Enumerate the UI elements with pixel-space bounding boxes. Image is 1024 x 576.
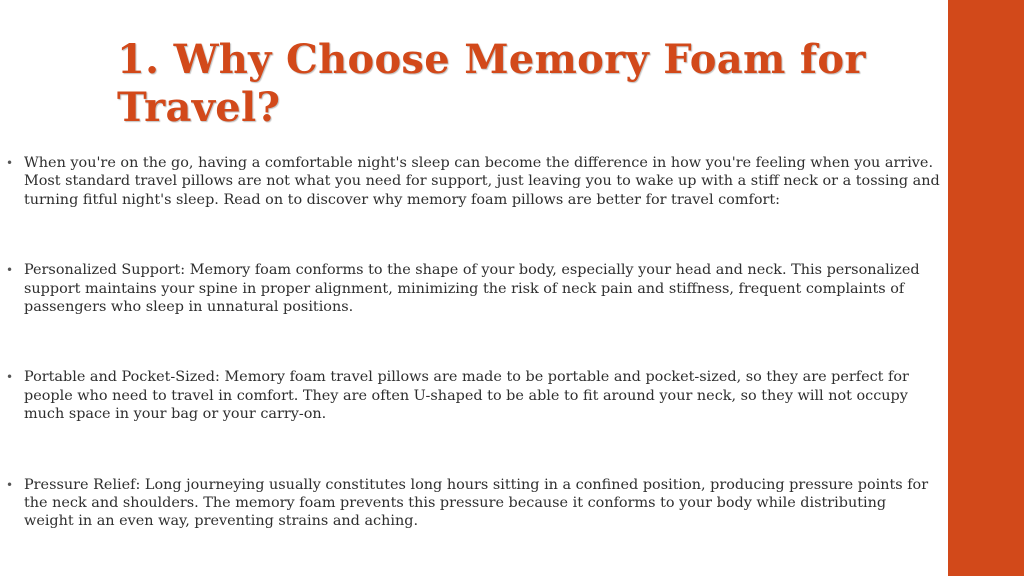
bullet-text: Personalized Support: Memory foam conforms to the shape of your body, especially your head and neck. This personalized support maintains your spine in proper alignment, minimizing the risk of neck pain and stiffness, frequent complaints of passengers who sleep in unnatural positions. — [24, 262, 920, 316]
bullet-item-pressure-relief — [6, 476, 940, 531]
bullet-dot-icon: • — [6, 263, 14, 278]
bullet-text: Pressure Relief: Long journeying usually constitutes long hours sitting in a confined position, producing pressure points for the neck and shoulders. The memory foam prevents this pressure because it conforms to your body while distributing weight in an even way, preventing strains and aching. — [24, 476, 929, 530]
bullet-list — [6, 154, 940, 531]
bullet-text: Portable and Pocket-Sized: Memory foam travel pillows are made to be portable and pocket-sized, so they are perfect for people who need to travel in comfort. They are often U-shaped to be able to fit around your neck, so they will not occupy much space in your bag or your carry-on. — [24, 369, 909, 423]
bullet-item-portable — [6, 368, 940, 423]
bullet-text: When you're on the go, having a comfortable night's sleep can become the difference in how you're feeling when you arrive. Most standard travel pillows are not what you need for support, just leaving you to wake up with a stiff neck or a tossing and turning fitful night's sleep. Read on to discover why memory foam pillows are better for travel comfort: — [24, 155, 940, 208]
bullet-dot-icon: • — [6, 156, 14, 170]
bullet-dot-icon: • — [6, 370, 14, 385]
accent-side-bar — [948, 0, 1024, 576]
slide-title: 1. Why Choose Memory Foam for Travel? — [117, 36, 866, 131]
bullet-item-personalized-support — [6, 261, 940, 316]
bullet-dot-icon: • — [6, 477, 14, 492]
bullet-item-intro — [6, 154, 940, 209]
